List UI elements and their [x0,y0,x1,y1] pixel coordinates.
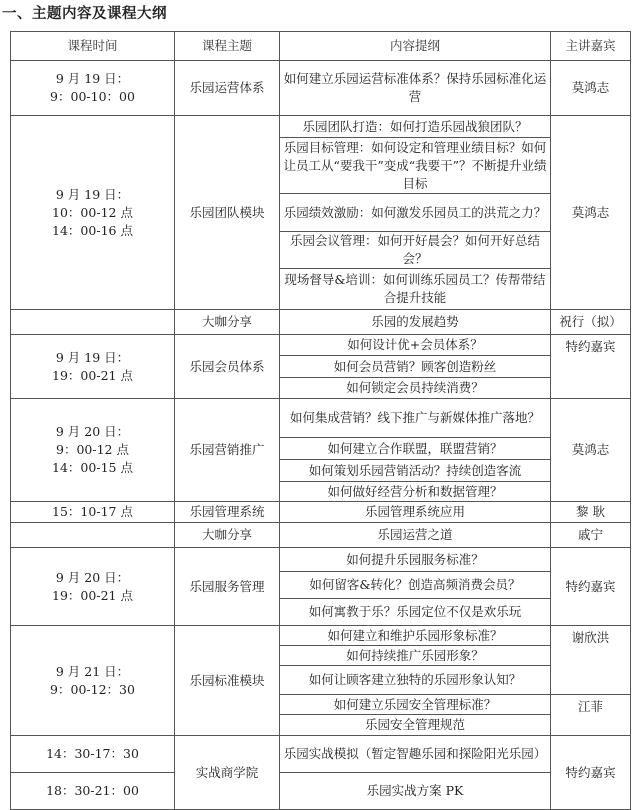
lecturer-cell: 黎 耿 [551,502,631,523]
lecturer-cell: 戚宁 [551,523,631,548]
table-row [11,61,631,116]
header-time: 课程时间 [11,32,175,61]
lecturer-cell: 莫鸿志 [551,116,631,310]
table-row [11,626,631,646]
content-cell: 如何持续推广乐园形象？ [280,646,551,666]
course-outline-table [10,31,631,810]
content-cell: 如何留客&转化？创造高频消费会员？ [280,572,551,599]
time-cell: 9 月 19 日： 19：00-21 点 [11,335,175,399]
topic-cell: 乐园会员体系 [175,335,280,399]
topic-cell: 乐园营销推广 [175,399,280,502]
time-cell [11,310,175,335]
content-cell: 如何策划乐园营销活动？持续创造客流 [280,460,551,482]
table-row [11,399,631,438]
topic-cell: 乐园管理系统 [175,502,280,523]
content-cell: 如何寓教于乐？乐园定位不仅是欢乐玩 [280,599,551,626]
section-heading: 一、主题内容及课程大纲 [2,6,167,22]
content-cell: 乐园团队打造：如何打造乐园战狼团队？ [280,116,551,138]
table-row [11,773,631,810]
topic-cell: 乐园团队模块 [175,116,280,310]
content-cell: 如何提升乐园服务标准？ [280,548,551,572]
header-lecturer: 主讲嘉宾 [551,32,631,61]
content-cell: 如何建立和维护乐园形象标准？ [280,626,551,646]
lecturer-cell: 江菲 [551,695,631,736]
time-cell: 15：10-17 点 [11,502,175,523]
time-cell: 9 月 20 日： 19：00-21 点 [11,548,175,626]
topic-cell: 大咖分享 [175,310,280,335]
topic-cell: 乐园标准模块 [175,626,280,736]
content-cell: 如何做好经营分析和数据管理？ [280,482,551,502]
time-cell: 18：30-21：00 [11,773,175,810]
lecturer-cell: 祝行（拟） [551,310,631,335]
content-cell: 乐园运营之道 [280,523,551,548]
table-row [11,310,631,335]
topic-cell: 乐园服务管理 [175,548,280,626]
content-cell: 如何会员营销？顾客创造粉丝 [280,356,551,378]
topic-cell: 大咖分享 [175,523,280,548]
time-cell [11,523,175,548]
content-cell: 如何设计优+会员体系？ [280,335,551,356]
time-cell: 14：30-17：30 [11,736,175,773]
lecturer-cell: 莫鸿志 [551,399,631,502]
content-cell: 如何建立乐园安全管理标准？ [280,695,551,715]
content-cell: 乐园会议管理：如何开好晨会？如何开好总结会？ [280,232,551,269]
content-cell: 乐园实战方案 PK [280,773,551,810]
table-row [11,736,631,773]
topic-cell: 乐园运营体系 [175,61,280,116]
lecturer-cell: 特约嘉宾 [551,548,631,626]
content-cell: 乐园绩效激励：如何激发乐园员工的洪荒之力？ [280,194,551,232]
lecturer-cell: 特约嘉宾 [551,736,631,810]
topic-cell: 实战商学院 [175,736,280,810]
time-cell: 9 月 21 日： 9：00-12：30 [11,626,175,736]
content-cell: 如何建立乐园运营标准体系？保持乐园标准化运营 [280,61,551,116]
time-cell: 9 月 19 日： 9：00-10：00 [11,61,175,116]
table-row [11,502,631,523]
header-content: 内容提纲 [280,32,551,61]
content-cell: 如何集成营销？线下推广与新媒体推广落地？ [280,399,551,438]
content-cell: 乐园安全管理规范 [280,715,551,736]
content-cell: 乐园实战模拟（暂定智趣乐园和探险阳光乐园） [280,736,551,773]
content-cell: 如何让顾客建立独特的乐园形象认知？ [280,666,551,695]
table-row [11,548,631,572]
content-cell: 乐园管理系统应用 [280,502,551,523]
table-row [11,116,631,138]
content-cell: 如何锁定会员持续消费？ [280,378,551,399]
header-topic: 课程主题 [175,32,280,61]
content-cell: 乐园的发展趋势 [280,310,551,335]
lecturer-cell: 莫鸿志 [551,61,631,116]
content-cell: 乐园目标管理：如何设定和管理业绩目标？如何让员工从“要我干”变成“我要干”？不断提升业绩目标 [280,138,551,194]
table-row [11,335,631,356]
content-cell: 如何建立合作联盟，联盟营销？ [280,438,551,460]
time-cell: 9 月 19 日： 10：00-12 点 14：00-16 点 [11,116,175,310]
lecturer-cell: 特约嘉宾 [551,335,631,399]
time-cell: 9 月 20 日： 9：00-12 点 14：00-15 点 [11,399,175,502]
table-row [11,523,631,548]
header-row [11,32,631,61]
content-cell: 现场督导&培训：如何训练乐园员工？传帮带结合提升技能 [280,269,551,310]
lecturer-cell: 谢欣洪 [551,626,631,695]
